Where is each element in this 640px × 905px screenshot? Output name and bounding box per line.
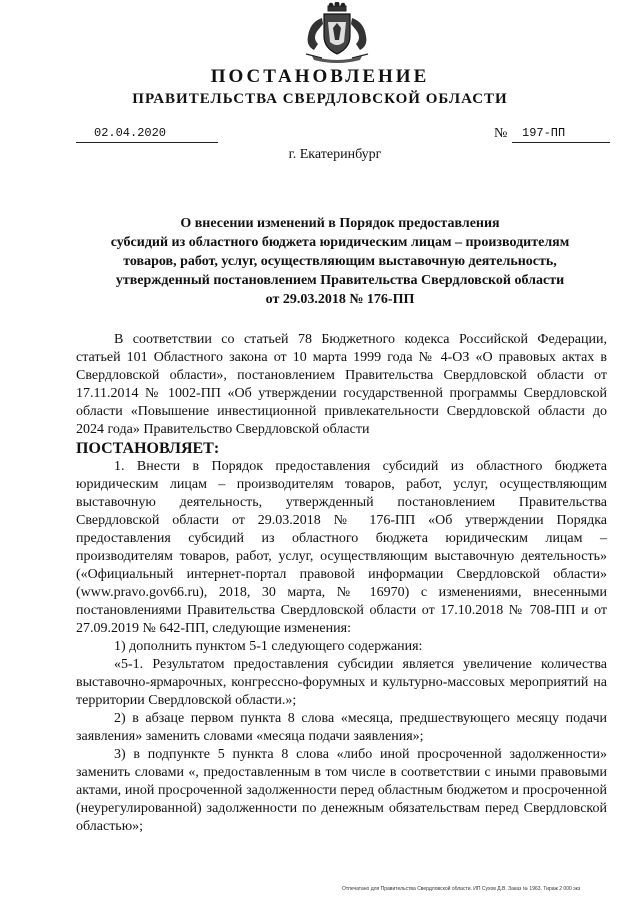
subject-line: О внесении изменений в Порядок предоставления xyxy=(180,216,500,231)
subject-line: субсидий из областного бюджета юридическим лицам – производителям xyxy=(110,235,570,250)
document-body xyxy=(76,331,607,836)
number-label: № xyxy=(494,126,508,141)
decree-word: ПОСТАНОВЛЯЕТ: xyxy=(76,440,220,457)
subject-line: от 29.03.2018 № 176-ПП xyxy=(265,292,415,307)
document-title: ПОСТАНОВЛЕНИЕ xyxy=(210,66,430,87)
preamble-paragraph: В соответствии со статьей 78 Бюджетного кодекса Российской Федерации, статьей 101 Областного закона от 10 марта 1999 года № 4-ОЗ «О правовых актах в Свердловской области», постановлением Правительства Свердловской области от 17.11.2014 № 1002-ПП «Об утверждении государственной программы Свердловской области «Повышение инвестиционной привлекательности Свердловской области до 2024 года» Правительство Свердловской области xyxy=(76,332,607,437)
subitem-3-paragraph: 3) в подпункте 5 пункта 8 слова «либо иной просроченной задолженности» заменить словами «, предоставленным в том числе в соответствии с иными правовыми актами, иной просроченной задолженности перед областным бюджетом и просроченной (неурегулированной) задолженности по денежным обязательствам перед Свердловской областью»; xyxy=(76,747,607,834)
document-subject xyxy=(80,214,600,309)
date-field xyxy=(76,124,218,143)
subject-line: товаров, работ, услуг, осуществляющим выставочную деятельность, xyxy=(123,254,557,269)
subject-line: утвержденный постановлением Правительства Свердловской области xyxy=(115,273,565,288)
document-number: 197-ПП xyxy=(522,126,566,140)
subitem-1-text-paragraph: «5-1. Результатом предоставления субсидии является увеличение количества выставочно-ярмарочных, конгрессно-форумных и культурно-массовых мероприятий на территории Свердловской области.»; xyxy=(76,657,607,708)
city: г. Екатеринбург xyxy=(288,147,382,162)
document-date: 02.04.2020 xyxy=(94,126,167,140)
item-1-paragraph: 1. Внести в Порядок предоставления субсидий из областного бюджета юридическим лицам – производителям товаров, работ, услуг, осуществляющим выставочную деятельность, утвержденный постановлением Правительства Свердловской области от 29.03.2018 № 176-ПП «Об утверждении Порядка предоставления субсидий из областного бюджета юридическим лицам – производителям товаров, работ, услуг, осуществляющим выставочную деятельность» («Официальный интернет-портал правовой информации Свердловской области» (www.pravo.gov66.ru), 2018, 30 марта, № 16970) с изменениями, внесенными постановлениями Правительства Свердловской области от 17.10.2018 № 708-ПП и от 27.09.2019 № 642-ПП, следующие изменения: xyxy=(76,459,607,636)
subitem-1-paragraph: 1) дополнить пунктом 5-1 следующего содержания: xyxy=(114,639,423,654)
print-footer: Отпечатано для Правительства Свердловской области. ИП Сухов Д.В. Заказ № 1963. Тираж 2 000 экз xyxy=(342,886,581,892)
subitem-2-paragraph: 2) в абзаце первом пункта 8 слова «месяца, предшествующего месяцу подачи заявления» заменить словами «месяца подачи заявления»; xyxy=(76,711,607,744)
coat-of-arms-icon xyxy=(292,2,382,64)
document-subtitle: ПРАВИТЕЛЬСТВА СВЕРДЛОВСКОЙ ОБЛАСТИ xyxy=(132,91,508,107)
number-field xyxy=(512,124,610,143)
